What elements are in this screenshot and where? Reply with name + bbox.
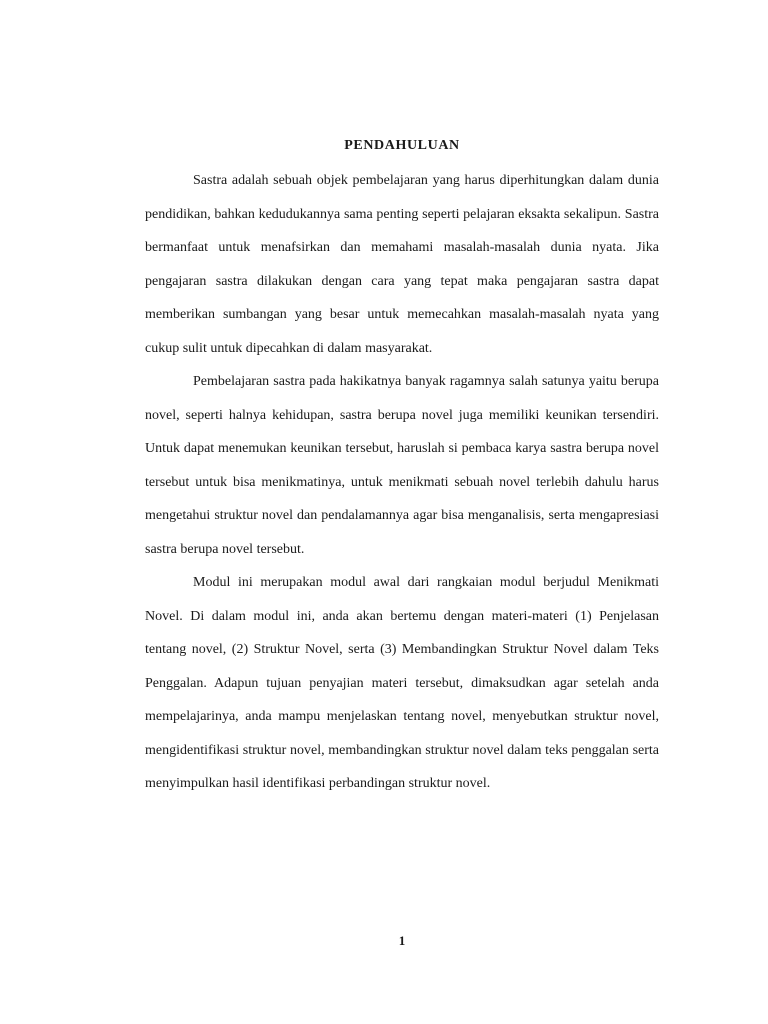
paragraph-1: Sastra adalah sebuah objek pembelajaran yang harus diperhitungkan dalam dunia pendidikan, bahkan kedudukannya sama penting seperti pelajaran eksakta sekalipun. Sastra bermanfaat untuk menafsirkan dan memahami masalah-masalah dunia nyata. Jika pengajaran sastra dilakukan dengan cara yang tepat maka pengajaran sastra dapat memberikan sumbangan yang besar untuk memecahkan masalah-masalah nyata yang cukup sulit untuk dipecahkan di dalam masyarakat.: [145, 173, 659, 356]
page-title: PENDAHULUAN: [344, 138, 460, 153]
page-number: 1: [398, 933, 406, 948]
paragraph-3: Modul ini merupakan modul awal dari rangkaian modul berjudul Menikmati Novel. Di dalam modul ini, anda akan bertemu dengan materi-materi (1) Penjelasan tentang novel, (2) Struktur Novel, serta (3) Membandingkan Struktur Novel dalam Teks Penggalan. Adapun tujuan penyajian materi tersebut, dimaksudkan agar setelah anda mempelajarinya, anda mampu menjelaskan tentang novel, menyebutkan struktur novel, mengidentifikasi struktur novel, membandingkan struktur novel dalam teks penggalan serta menyimpulkan hasil identifikasi perbandingan struktur novel.: [145, 575, 659, 791]
document-body: [145, 164, 659, 801]
paragraph-2: Pembelajaran sastra pada hakikatnya banyak ragamnya salah satunya yaitu berupa novel, seperti halnya kehidupan, sastra berupa novel juga memiliki keunikan tersendiri. Untuk dapat menemukan keunikan tersebut, haruslah si pembaca karya sastra berupa novel tersebut untuk bisa menikmatinya, untuk menikmati sebuah novel terlebih dahulu harus mengetahui struktur novel dan pendalamannya agar bisa menganalisis, serta mengapresiasi sastra berupa novel tersebut.: [145, 374, 659, 557]
